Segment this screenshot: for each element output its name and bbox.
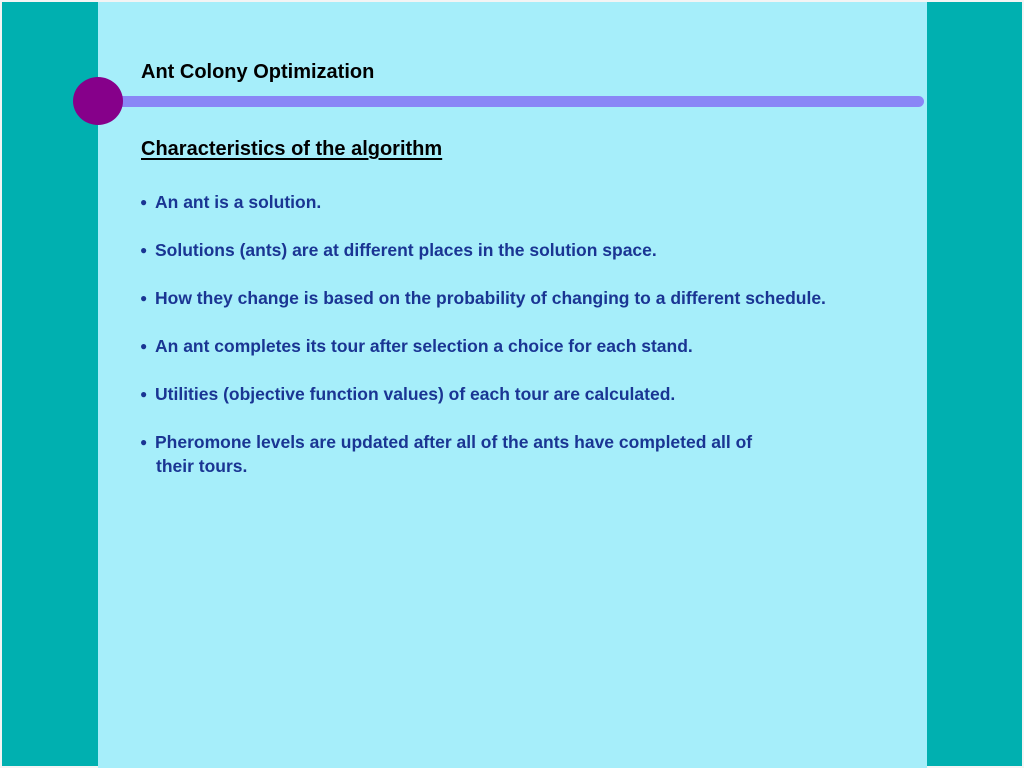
bullet-item [140,334,920,358]
bullet-text: Utilities (objective function values) of each tour are calculated. [155,384,676,404]
bullet-text: An ant completes its tour after selection a choice for each stand. [155,336,693,356]
bullet-dot-icon: ● [140,435,148,449]
bullet-dot-icon: ● [140,291,148,305]
bullet-dot-icon: ● [140,195,148,209]
bullet-item [140,382,920,406]
decorative-circle [73,77,123,125]
slide-title: Ant Colony Optimization [141,61,375,83]
bullet-text: An ant is a solution. [155,192,322,212]
bullet-item [140,238,920,262]
bullet-text-line2: their tours. [156,456,248,476]
bullet-item [140,430,920,478]
bullet-text-line1: Pheromone levels are updated after all of the ants have completed all of [155,432,753,452]
bullet-text: Solutions (ants) are at different places in the solution space. [155,240,657,260]
bullet-item [140,190,920,214]
bullet-item [140,286,920,310]
bullet-dot-icon: ● [140,339,148,353]
bullet-text: How they change is based on the probability of changing to a different schedule. [155,288,826,308]
bullet-dot-icon: ● [140,387,148,401]
bullet-list [140,190,920,502]
title-rule [106,96,924,107]
bullet-dot-icon: ● [140,243,148,257]
section-heading: Characteristics of the algorithm [141,138,443,160]
